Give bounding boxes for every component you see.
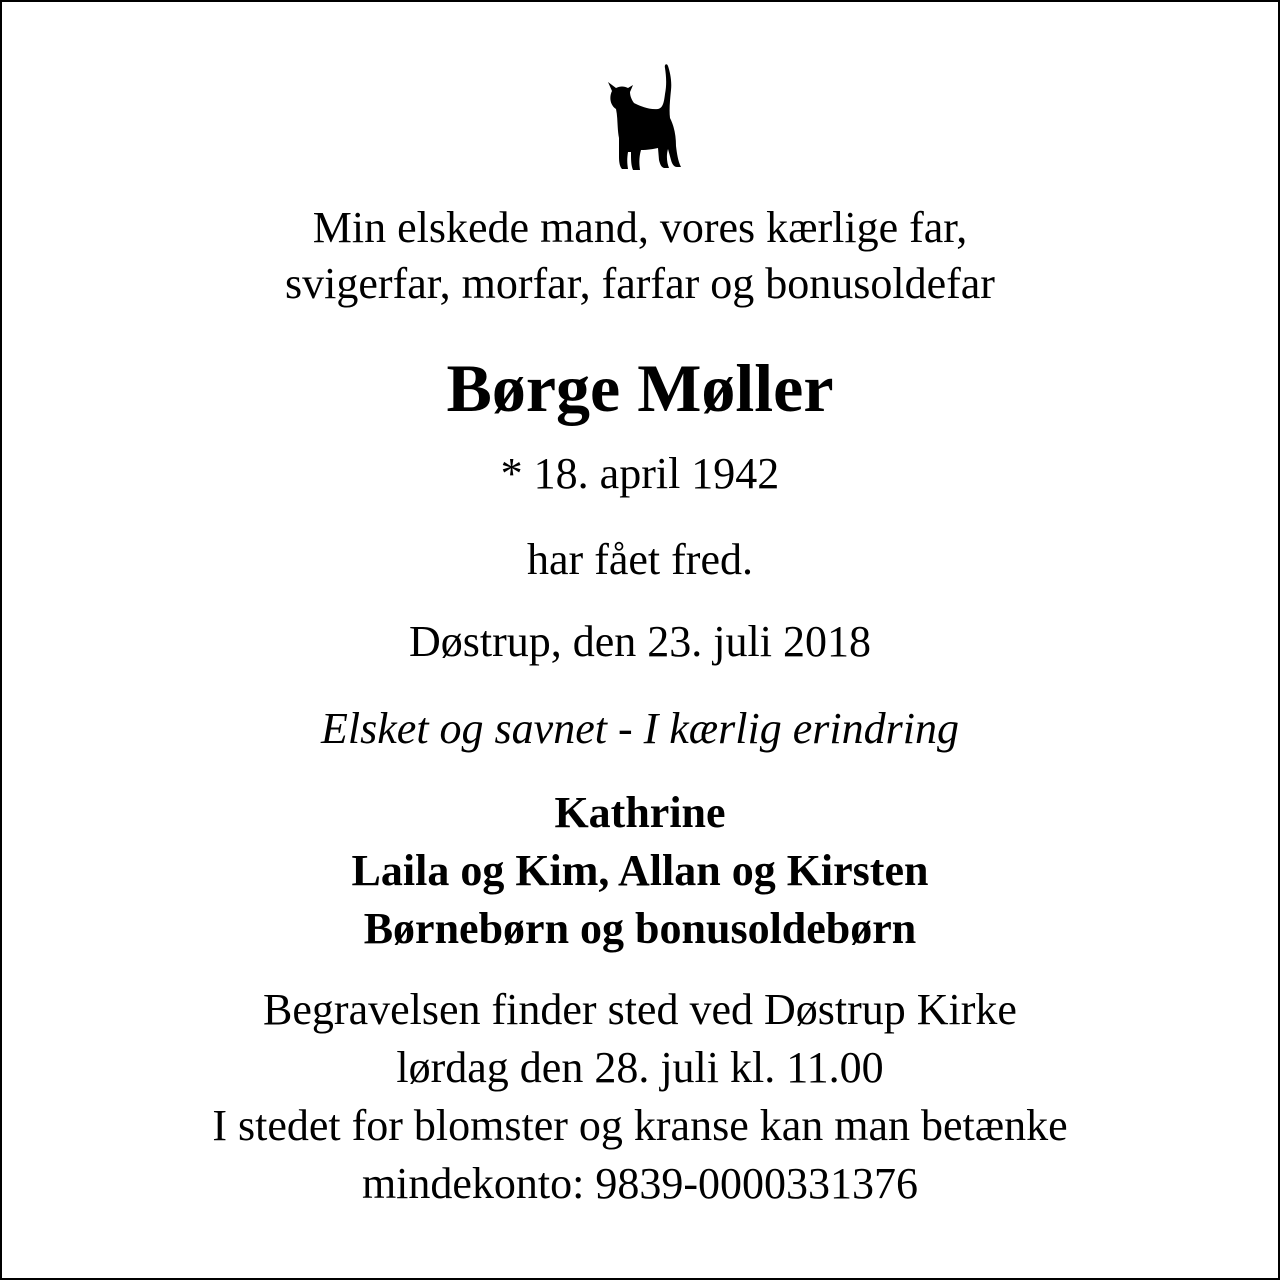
funeral-info <box>2 981 1278 1213</box>
mourner-line: Kathrine <box>554 788 726 837</box>
intro-text <box>2 200 1278 312</box>
funeral-line: Begravelsen finder sted ved Døstrup Kirke <box>263 985 1017 1034</box>
intro-line: Min elskede mand, vores kærlige far, <box>312 203 968 252</box>
intro-line: svigerfar, morfar, farfar og bonusoldefar <box>285 259 995 308</box>
peace-text: har fået fred. <box>527 535 753 584</box>
memory-text: Elsket og savnet - I kærlig erindring <box>321 704 959 753</box>
funeral-line: I stedet for blomster og kranse kan man betænke <box>212 1101 1068 1150</box>
mourner-line: Børnebørn og bonusoldebørn <box>363 904 917 953</box>
mourners-list <box>2 784 1278 958</box>
mourner-line: Laila og Kim, Allan og Kirsten <box>351 846 929 895</box>
place-and-date: Døstrup, den 23. juli 2018 <box>409 617 871 666</box>
funeral-line: lørdag den 28. juli kl. 11.00 <box>396 1043 884 1092</box>
funeral-line: mindekonto: 9839-0000331376 <box>361 1159 919 1208</box>
birth-date: * 18. april 1942 <box>500 449 780 498</box>
deceased-name: Børge Møller <box>446 350 834 426</box>
cat-silhouette-icon <box>598 60 684 172</box>
